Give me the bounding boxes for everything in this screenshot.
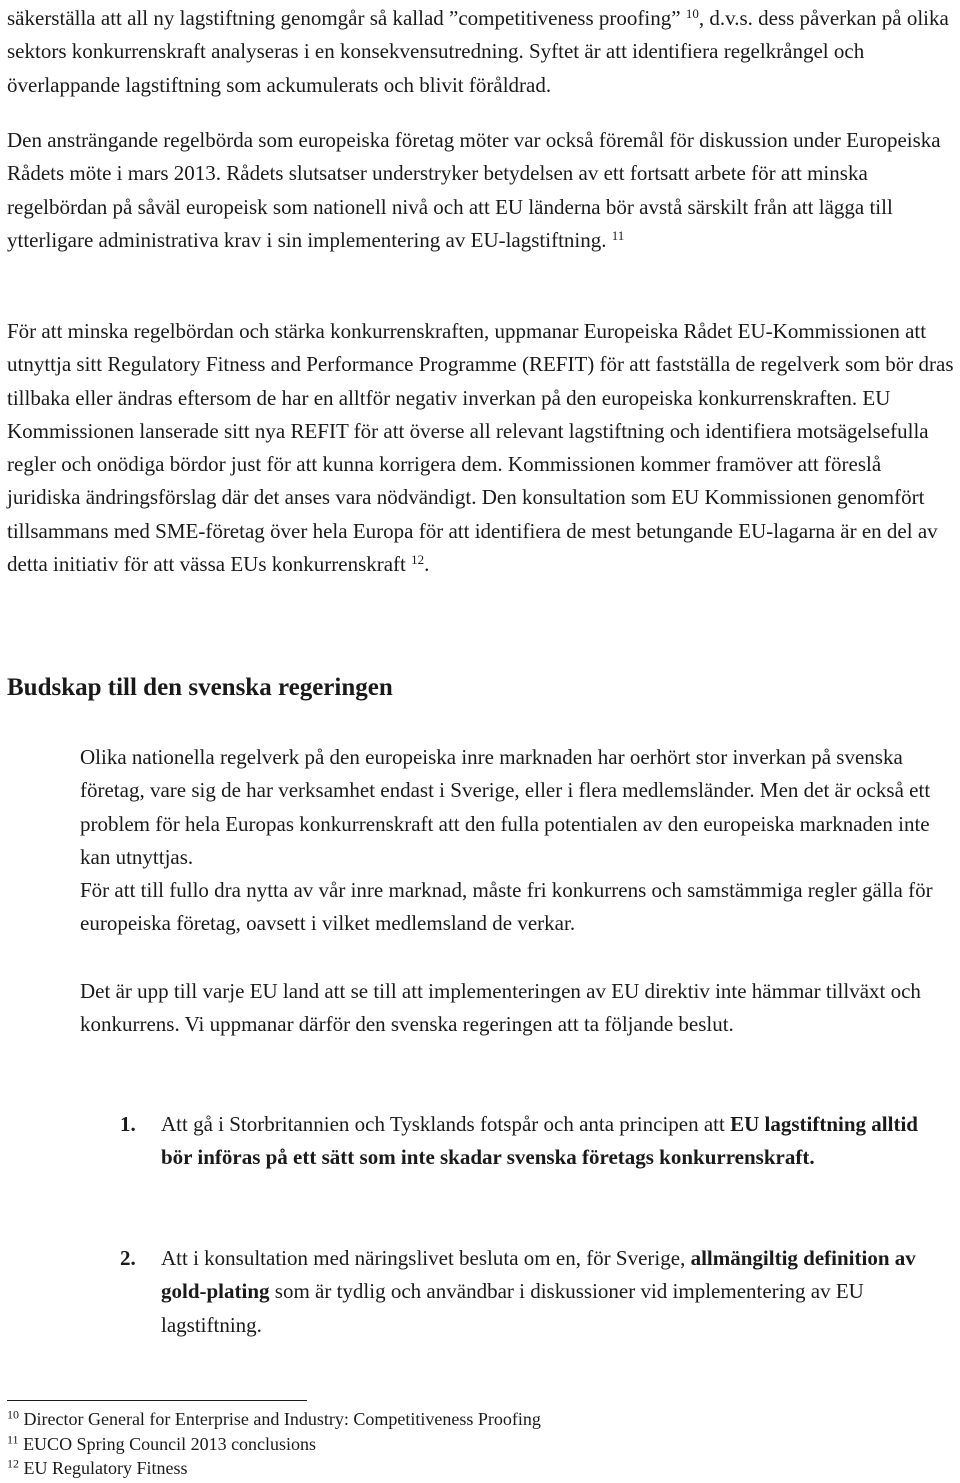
paragraph-end: .: [424, 552, 430, 577]
list-item-text: [161, 1108, 951, 1175]
list-bold-text: allmängiltig definition av gold-plating: [161, 1246, 916, 1304]
list-plain-text: som är tydlig och användbar i diskussioner vid implementering av EU lagstiftning.: [161, 1279, 864, 1337]
paragraph-text: säkerställa att all ny lagstiftning genomgår så kallad ”competitiveness proofing”: [7, 6, 681, 30]
footnote-ref-12[interactable]: 12: [411, 551, 425, 567]
footnote-ref-10[interactable]: 10: [685, 5, 699, 21]
footnote-number: 11: [7, 1432, 19, 1447]
list-number: 1.: [120, 1112, 136, 1136]
footnote-11: [7, 1432, 316, 1456]
list-item-text: [161, 1242, 951, 1342]
paragraph-text: , d.v.s. dess påverkan på olika sektors konkurrenskraft analyseras i en konsekvensutredning. Syftet är att identifiera regelkrångel och överlappande lagstiftning som ackumulerats och blivit föråldrad.: [7, 6, 949, 97]
paragraph-text: Olika nationella regelverk på den europeiska inre marknaden har oerhört stor inverkan på svenska företag, vare sig de har verksamhet endast i Sverige, eller i flera medlemsländer. Men det är också ett problem för hela Europas konkurrenskraft att den fulla potentialen av den europeiska marknaden inte kan utnyttjas.: [80, 745, 931, 869]
footnote-text: EU Regulatory Fitness: [23, 1458, 188, 1478]
footnote-12: [7, 1456, 188, 1480]
footnote-separator: [7, 1400, 307, 1401]
footnote-10: [7, 1407, 541, 1431]
paragraph-competitiveness-proofing: [7, 2, 957, 102]
section-heading: Budskap till den svenska regeringen: [7, 674, 393, 701]
indented-paragraph-2: Det är upp till varje EU land att se till att implementeringen av EU direktiv inte hämmar tillväxt och konkurrens. Vi uppmanar därför den svenska regeringen att ta följande beslut.: [80, 979, 921, 1037]
footnote-number: 10: [7, 1407, 19, 1422]
paragraph-text: För att minska regelbördan och stärka konkurrenskraften, uppmanar Europeiska Rådet EU-Kommissionen att utnyttja sitt Regulatory Fitness and Performance Programme (REFIT) för att fastställa de regelverk som bör dras tillbaka eller ändras eftersom de har en alltför negativ inverkan på den europeiska konkurrenskraften. EU Kommissionen lanserade sitt nya REFIT för att överse all relevant lagstiftning och identifiera motsägelsefulla regler och onödiga bördor just för att kunna korrigera dem. Kommissionen kommer framöver att föreslå juridiska ändringsförslag där det anses vara nödvändigt. Den konsultation som EU Kommissionen genomfört tillsammans med SME-företag över hela Europa för att identifiera de mest betungande EU-lagarna är en del av detta initiativ för att vässa EUs konkurrenskraft: [7, 319, 954, 577]
list-number: 2.: [120, 1246, 136, 1270]
paragraph-regelborda: [7, 124, 957, 257]
list-plain-text: Att gå i Storbritannien och Tysklands fotspår och anta principen att: [161, 1112, 731, 1136]
footnote-text: EUCO Spring Council 2013 conclusions: [23, 1434, 317, 1454]
footnote-number: 12: [7, 1456, 19, 1471]
indented-paragraph-1: [80, 741, 958, 941]
list-plain-text: Att i konsultation med näringslivet besluta om en, för Sverige,: [161, 1246, 691, 1270]
paragraph-refit: [7, 315, 957, 581]
paragraph-text: För att till fullo dra nytta av vår inre marknad, måste fri konkurrens och samstämmiga regler gälla för europeiska företag, oavsett i vilket medlemsland de verkar.: [80, 878, 933, 936]
footnote-ref-11[interactable]: 11: [611, 227, 625, 243]
footnote-text: Director General for Enterprise and Industry: Competitiveness Proofing: [23, 1409, 541, 1429]
list-bold-text: EU lagstiftning alltid bör införas på ett sätt som inte skadar svenska företags konkurrenskraft.: [161, 1112, 918, 1170]
paragraph-text: Den ansträngande regelbörda som europeiska företag möter var också föremål för diskussion under Europeiska Rådets möte i mars 2013. Rådets slutsatser understryker betydelsen av ett fortsatt arbete för att minska regelbördan på såväl europeisk som nationell nivå och att EU länderna bör avstå särskilt från att lägga till ytterligare administrativa krav i sin implementering av EU-lagstiftning.: [7, 128, 941, 252]
